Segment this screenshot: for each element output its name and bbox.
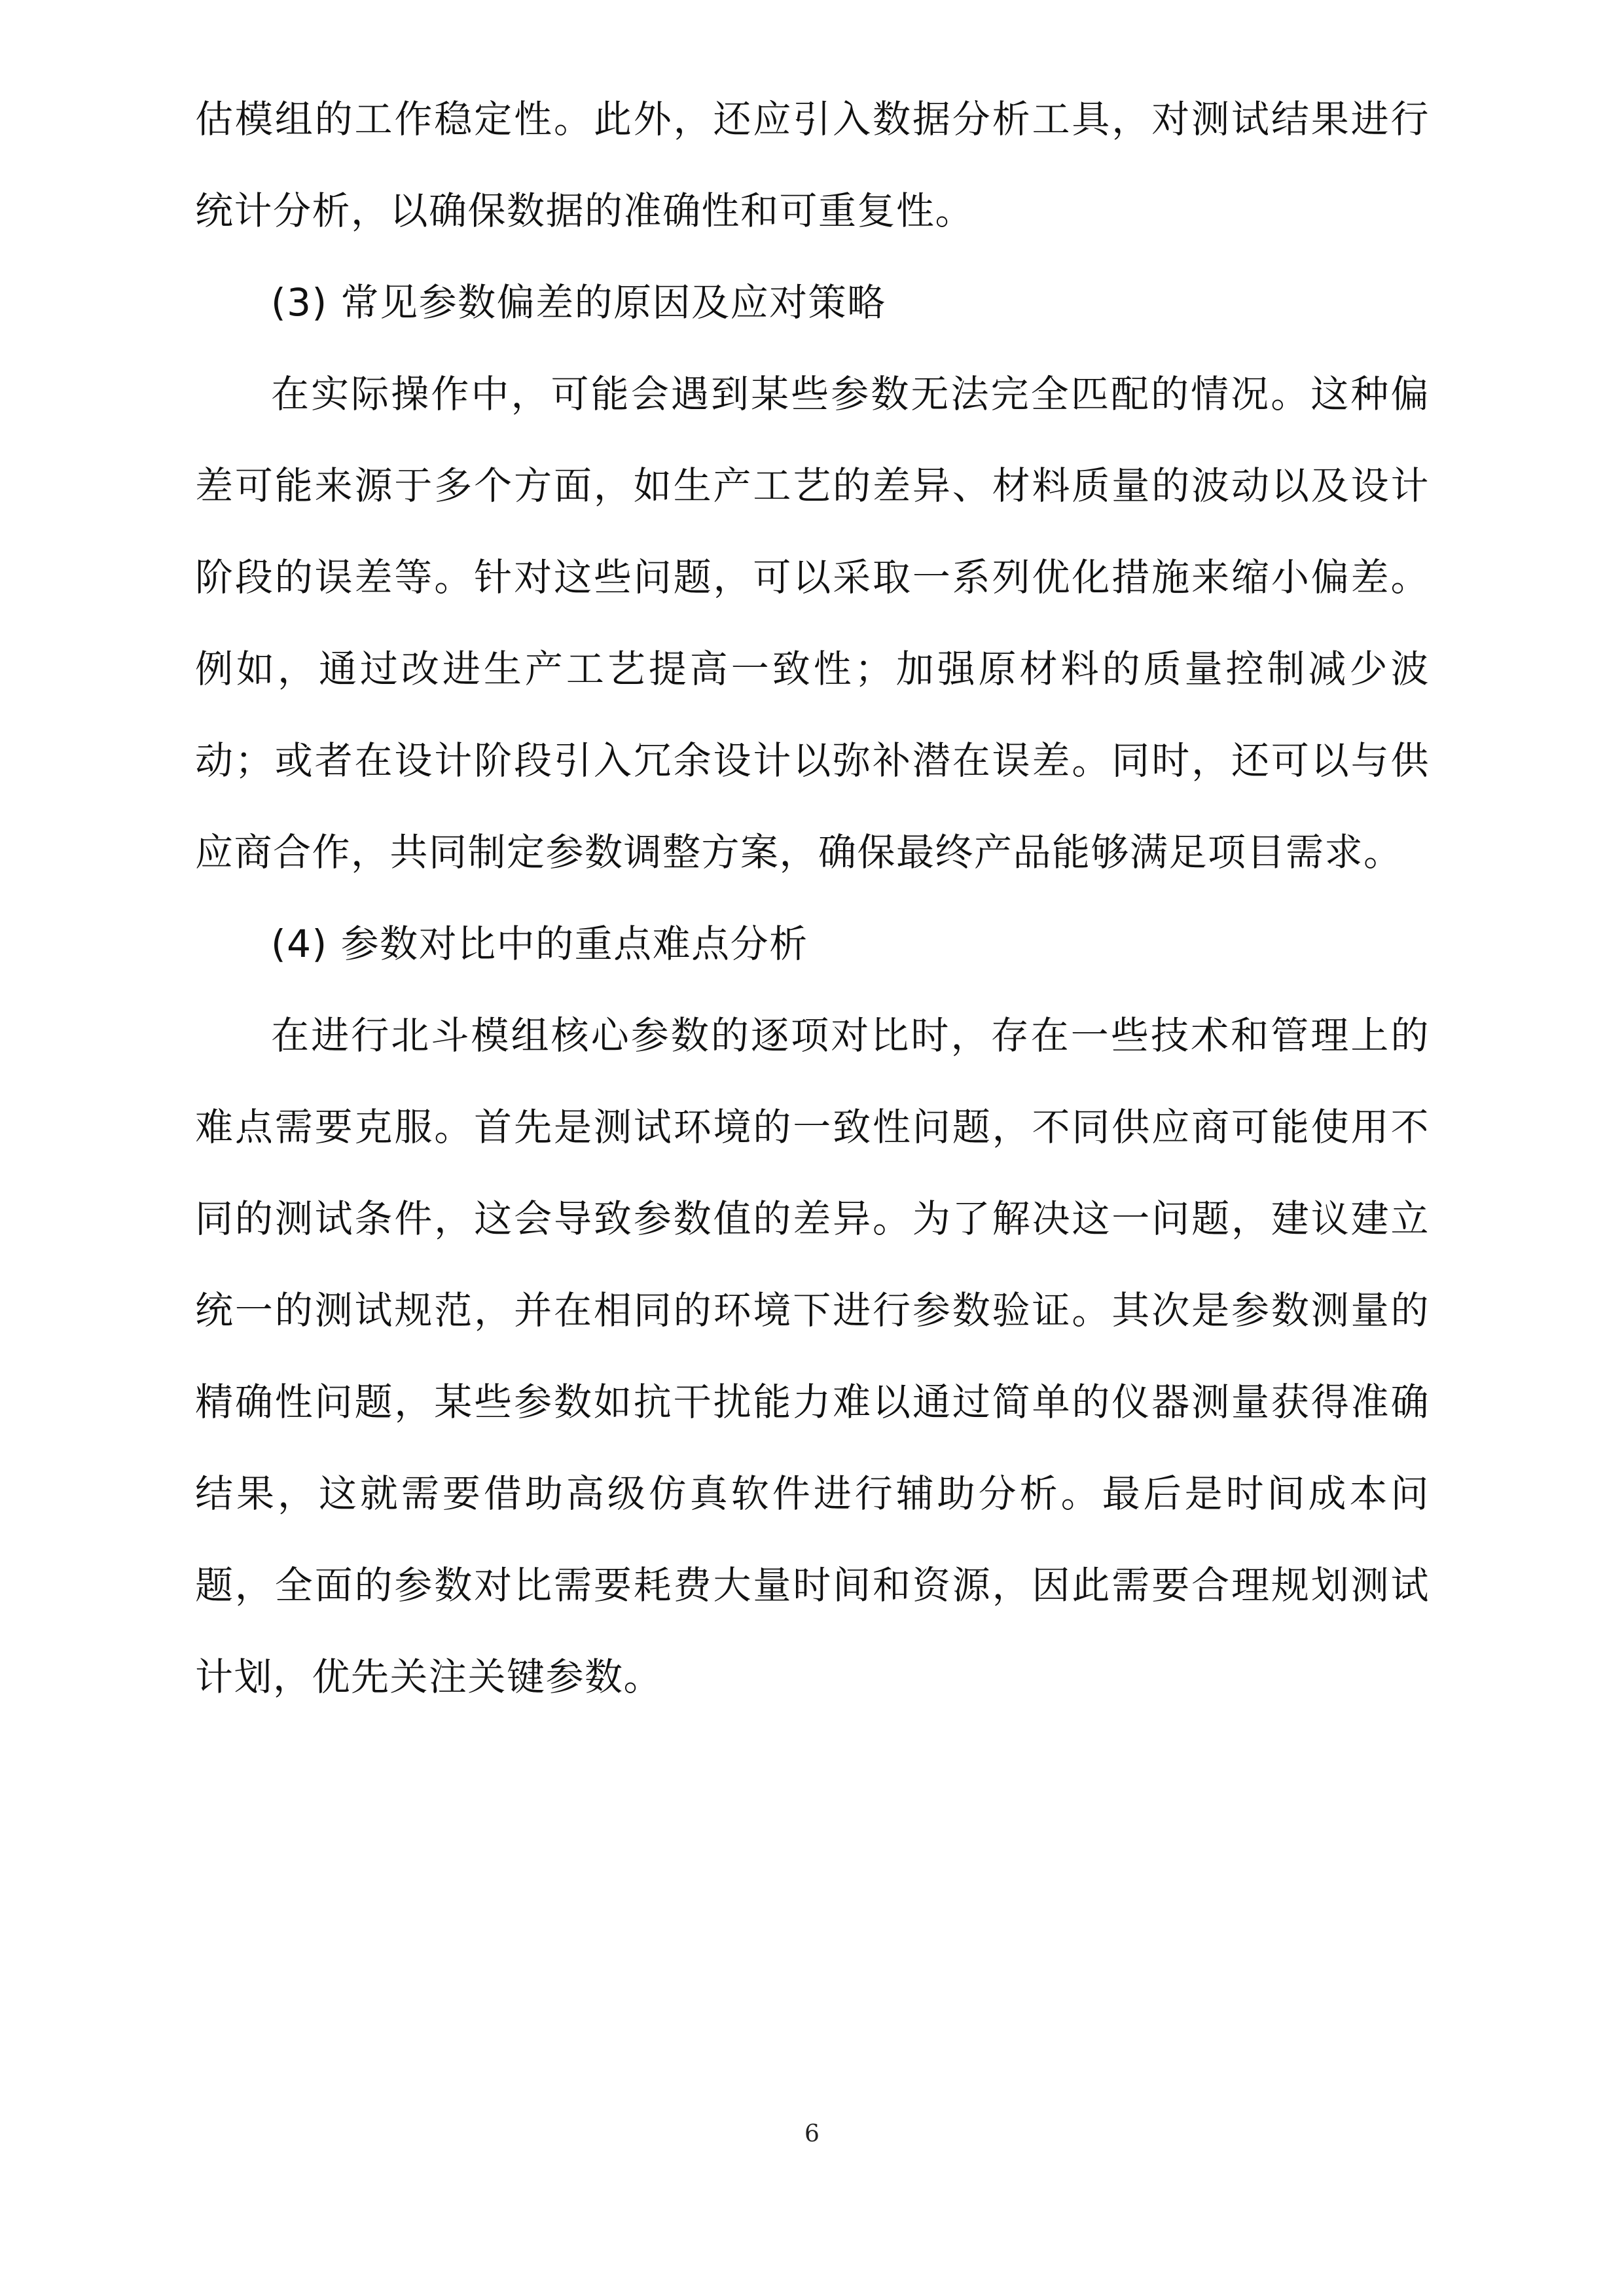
paragraph-deviation-causes: 在实际操作中，可能会遇到某些参数无法完全匹配的情况。这种偏差可能来源于多个方面，如生产工艺的差异、材料质量的波动以及设计阶段的误差等。针对这些问题，可以采取一系列优化措施来缩小偏差。例如，通过改进生产工艺提高一致性；加强原材料的质量控制减少波动；或者在设计阶段引入冗余设计以弥补潜在误差。同时，还可以与供应商合作，共同制定参数调整方案，确保最终产品能够满足项目需求。 bbox=[195, 372, 1430, 874]
paragraph-key-difficulties: 在进行北斗模组核心参数的逐项对比时，存在一些技术和管理上的难点需要克服。首先是测试环境的一致性问题，不同供应商可能使用不同的测试条件，这会导致参数值的差异。为了解决这一问题，建议建立统一的测试规范，并在相同的环境下进行参数验证。其次是参数测量的精确性问题，某些参数如抗干扰能力难以通过简单的仪器测量获得准确结果，这就需要借助高级仿真软件进行辅助分析。最后是时间成本问题，全面的参数对比需要耗费大量时间和资源，因此需要合理规划测试计划，优先关注关键参数。 bbox=[195, 1013, 1430, 1699]
section-heading-4: (4) 参数对比中的重点难点分析 bbox=[271, 922, 808, 966]
section-heading-3: (3) 常见参数偏差的原因及应对策略 bbox=[271, 280, 886, 325]
paragraph-continued: 估模组的工作稳定性。此外，还应引入数据分析工具，对测试结果进行统计分析，以确保数据的准确性和可重复性。 bbox=[195, 97, 1430, 233]
document-body bbox=[195, 73, 1430, 1723]
page-number: 6 bbox=[804, 2121, 820, 2147]
